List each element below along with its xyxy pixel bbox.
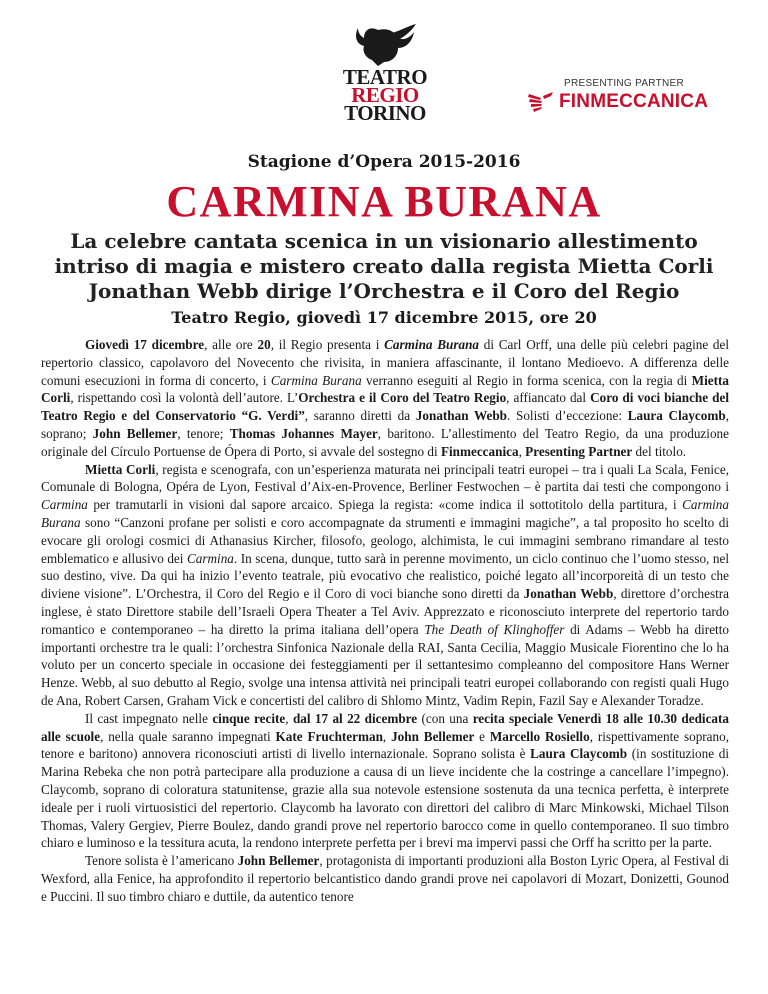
logo-line-regio: REGIO <box>351 83 419 107</box>
text-run: sono “Canzoni profane per solisti e coro accompagnate da strumenti e immagini magiche”, a tal proposito ho scelto di evocare gli orologi cosmici di Athanasius Kircher, filosofo, geologo, alchimista, le cui immagini sembrano rimandare al testo emblematico e allusivo dei <box>41 514 729 566</box>
text-run: Mietta Corli <box>41 372 729 406</box>
paragraph-2 <box>41 461 729 710</box>
text-run: (con una <box>417 710 473 726</box>
text-run: , il Regio presenta i <box>270 337 385 352</box>
text-run: Coro di voci bianche del Teatro Regio e del Conservatorio “G. Verdi” <box>41 390 729 424</box>
text-run: , saranno diretti da <box>304 408 416 424</box>
text-run: di Carl Orff, una delle più celebri pagine del repertorio classico, capolavoro del Novecento che rivisita, in maniera affascinante, il lontano Medioevo. A differenza delle comuni esecuzioni in forma di concerto, i <box>41 337 730 388</box>
paragraph-4 <box>41 852 729 905</box>
text-run: Finmeccanica <box>440 443 519 459</box>
text-run: Marcello Rosiello <box>489 728 590 744</box>
text-run: Carmina Burana <box>270 372 362 388</box>
text-run: , protagonista di importanti produzioni alla Boston Lyric Opera, al Festival di Wexford, alla Fenice, ha approfondito il repertorio belcantistico dando grandi prove nei capolavori di Mozart, Donizetti, Gounod e Puccini. Il suo timbro chiaro e duttile, da autentico tenore <box>41 853 729 904</box>
bull-head-icon <box>348 22 422 68</box>
text-run: e <box>474 728 490 744</box>
text-run: John Bellemer <box>391 728 475 744</box>
text-run: Jonathan Webb <box>415 408 507 424</box>
text-run: Orchestra e il Coro del Teatro Regio <box>298 390 507 406</box>
text-run: John Bellemer <box>237 853 320 869</box>
paragraph-3 <box>41 710 729 852</box>
press-release-body <box>41 336 729 906</box>
text-run: John Bellemer <box>92 425 178 441</box>
text-run: 20 <box>257 337 271 352</box>
text-run: cinque recite <box>212 710 286 726</box>
text-run: , regista e scenografa, con un’esperienza maturata nei principali teatri europei – tra i quali La Scala, Fenice, Comunale di Bologna, Opéra de Lyon, Festival d’Aix-en-Provence, Berliner Festwochen – è partita dai testi che compongono i <box>41 461 729 495</box>
text-run: Giovedì 17 dicembre <box>85 337 205 352</box>
season-heading: Stagione d’Opera 2015-2016 <box>247 152 521 172</box>
text-run: , affiancato dal <box>506 390 591 406</box>
text-run: , <box>382 728 392 744</box>
text-run: Il cast impegnato nelle <box>85 710 213 726</box>
text-run: , nella quale saranno impegnati <box>100 728 276 744</box>
subtitle-line-2: intriso di magia e mistero creato dalla regista Mietta Corli <box>54 254 714 278</box>
text-run: per tramutarli in visioni dal sapore arcaico. Spiega la regista: «come indica il sottotitolo della partitura, i <box>87 497 683 513</box>
text-run: recita speciale Venerdì 18 alle 10.30 dedicata alle scuole <box>41 710 729 744</box>
presenting-partner-label: PRESENTING PARTNER <box>564 78 685 89</box>
text-run: Mietta Corli <box>85 461 156 477</box>
text-run: Tenore solista è l’americano <box>85 853 238 869</box>
text-run: Carmina <box>41 497 88 513</box>
text-run: , alle ore <box>204 337 258 352</box>
subtitle-line-1: La celebre cantata scenica in un visionario allestimento <box>70 229 698 253</box>
text-run: . In scena, dunque, tutto sarà in perenne movimento, un ciclo continuo che l’uomo stesso, nel suo destino, vive. Da qui ha inizio l’evento teatrale, più evocativo che realistico, poiché legato all’incorporeità di un testo che diviene visione”. L’Orchestra, il Coro del Regio e il Coro di voci bianche sono diretti da <box>41 550 729 602</box>
text-run: , direttore d’orchestra inglese, è stato Direttore stabile dell’Israeli Opera Theater a Tel Aviv. Apprezzato e riconosciuto interprete del repertorio tardo romantico e contemporaneo – ha diretto la prima italiana dell’opera <box>41 586 730 637</box>
text-run: , <box>518 443 526 459</box>
text-run: , baritono. L’allestimento del Teatro Regio, da una produzione originale del Círculo Portuense de Ópera di Porto, si avvale del sostegno di <box>41 425 729 459</box>
text-run: Laura Claycomb <box>627 408 726 424</box>
text-run: , rispettivamente soprano, tenore e baritono) annovera riconosciuti artisti di livello internazionale. Soprano solista è <box>41 728 730 762</box>
text-run: . Solisti d’eccezione: <box>507 408 628 424</box>
text-run: Carmina <box>186 550 234 566</box>
text-run: del titolo. <box>632 443 687 459</box>
subtitle <box>0 229 768 304</box>
text-run: di Adams – Webb ha diretto importanti orchestre tra le quali: l’orchestra Sinfonica Nazionale della RAI, Santa Cecilia, Maggio Musicale Fiorentino che lo ha voluto per un concerto speciale in occasione dei festeggiamenti per il settantesimo compleanno del compositore Hans Werner Henze. Webb, al suo debutto al Regio, svolge una intensa attività nei principali teatri europei collaborando con registi quali Hugo de Ana, Robert Carsen, Graham Vick e concertisti del calibro di Shlomo Mintz, Vadim Repin, Fazil Say e Alexander Toradze. <box>41 621 729 708</box>
teatro-regio-logo <box>330 22 440 125</box>
text-run: verranno eseguiti al Regio in forma scenica, con la regia di <box>361 372 692 388</box>
text-run: dal 17 al 22 dicembre <box>292 710 418 726</box>
text-run: Presenting Partner <box>525 443 633 459</box>
text-run: Thomas Johannes Mayer <box>229 425 378 441</box>
subtitle-line-3: Jonathan Webb dirige l’Orchestra e il Coro del Regio <box>88 279 680 303</box>
page-title: CARMINA BURANA <box>166 177 602 226</box>
text-run: , soprano; <box>41 408 729 441</box>
finmeccanica-wing-icon <box>527 90 555 114</box>
text-run: (in sostituzione di Marina Rebeka che non potrà partecipare alla produzione a causa di un lieve incidente che la costringe a cancellare l’impegno). Claycomb, soprano di coloratura statunitense, grazie alla sua notevole estensione sostenuta da una tecnica perfetta, è interprete ideale per i ruoli virtuosistici del repertorio. Claycomb ha lavorato con direttori del calibro di Marc Minkowski, Michael Tilson Thomas, Valery Gergiev, Pierre Boulez, dando grandi prove nel repertorio barocco come in quello contemporaneo. Il suo timbro chiaro e luminoso e la tessitura acuta, la rendono interprete perfetta per i brevi ma impervi passi che Orff ha scritto per la parte. <box>41 746 729 851</box>
text-run: , rispettando così la volontà dell’autore. L’ <box>70 390 299 406</box>
text-run: Jonathan Webb <box>523 586 614 602</box>
text-run: , tenore; <box>177 425 230 441</box>
text-run: Carmina Burana <box>384 337 480 352</box>
venue-date: Teatro Regio, giovedì 17 dicembre 2015, ore 20 <box>171 308 597 327</box>
logo-line-teatro: TEATRO <box>342 65 428 89</box>
paragraph-1 <box>41 336 729 461</box>
text-run: Laura Claycomb <box>530 746 628 762</box>
text-run: Carmina Burana <box>41 497 729 530</box>
partner-name: FINMECCANICA <box>559 91 709 112</box>
text-run: , <box>285 710 293 726</box>
text-run: Kate Fruchterman <box>275 728 383 744</box>
logo-line-torino: TORINO <box>344 101 426 125</box>
text-run: The Death of Klinghoffer <box>424 621 565 637</box>
